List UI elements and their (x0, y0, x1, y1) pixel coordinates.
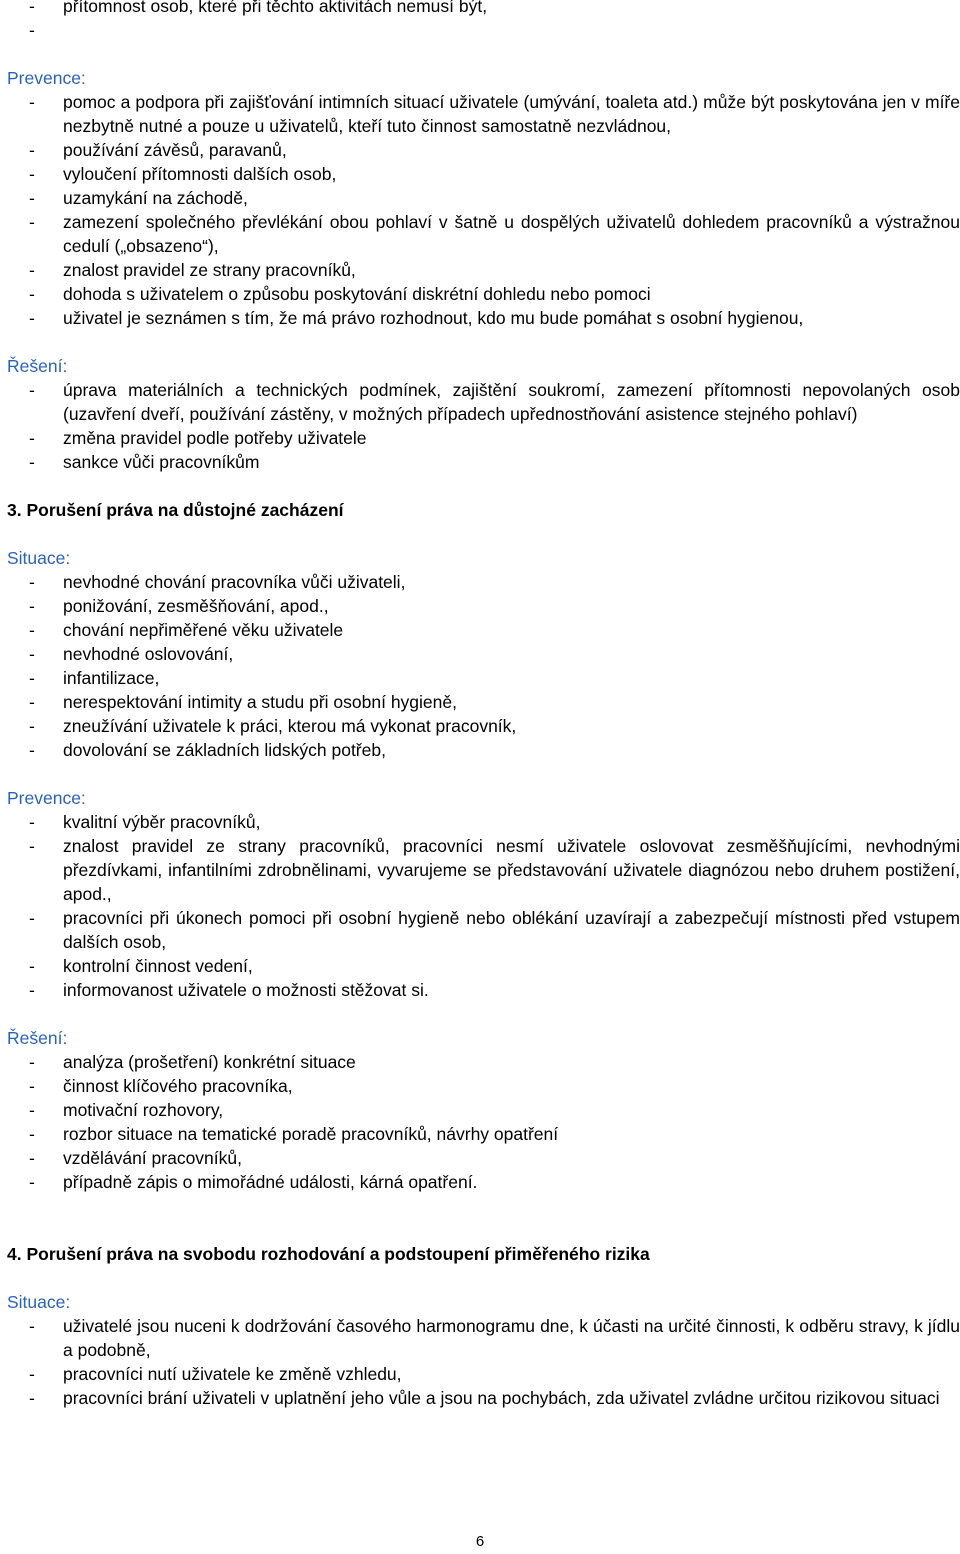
bullet-dash: - (29, 572, 35, 592)
list-item: - kvalitní výběr pracovníků, (7, 810, 960, 834)
bullet-dash: - (29, 164, 35, 184)
document-page (7, 0, 960, 1410)
bullet-dash: - (29, 1148, 35, 1168)
page-number: 6 (475, 1533, 485, 1550)
list-item: - pracovníci nutí uživatele ke změně vzhledu, (7, 1362, 960, 1386)
list-item: - sankce vůči pracovníkům (7, 450, 960, 474)
list-item: - používání závěsů, paravanů, (7, 138, 960, 162)
list-item: - úprava materiálních a technických podmínek, zajištění soukromí, zamezení přítomnosti nepovolaných osob (uzavření dveří, používání zástěny, v možných případech upřednostňování asistence stejného pohlaví) (7, 378, 960, 426)
bullet-dash: - (29, 1172, 35, 1192)
bullet-dash: - (29, 380, 35, 400)
list-item: - uživatelé jsou nuceni k dodržování časového harmonogramu dne, k účasti na určité činnosti, k odběru stravy, k jídlu a podobně, (7, 1314, 960, 1362)
bullet-dash: - (29, 20, 35, 40)
bullet-dash: - (29, 1100, 35, 1120)
prevention-label: Prevence: (7, 68, 86, 88)
list-item: - zneužívání uživatele k práci, kterou má vykonat pracovník, (7, 714, 960, 738)
bullet-dash: - (29, 0, 35, 16)
bullet-dash: - (29, 308, 35, 328)
situation-list (7, 570, 960, 762)
list-item: - motivační rozhovory, (7, 1098, 960, 1122)
list-item: - pracovníci při úkonech pomoci při osobní hygieně nebo oblékání uzavírají a zabezpečují místnosti před vstupem dalších osob, (7, 906, 960, 954)
list-item: - znalost pravidel ze strany pracovníků, (7, 258, 960, 282)
bullet-dash: - (29, 1052, 35, 1072)
bullet-dash: - (29, 284, 35, 304)
situation-label: Situace: (7, 1292, 71, 1312)
solution-list (7, 1050, 960, 1194)
prevention-list (7, 90, 960, 330)
list-item: - znalost pravidel ze strany pracovníků, pracovníci nesmí uživatele oslovovat zesměšňujícími, nevhodnými přezdívkami, infantilními zdrobnělinami, vyvarujeme se představování uživatele diagnózou nebo druhem postižení, apod., (7, 834, 960, 906)
list-item: - nevhodné oslovování, (7, 642, 960, 666)
bullet-dash: - (29, 692, 35, 712)
bullet-dash: - (29, 428, 35, 448)
bullet-dash: - (29, 596, 35, 616)
bullet-dash: - (29, 620, 35, 640)
list-item (7, 18, 960, 42)
prevention-label: Prevence: (7, 788, 86, 808)
section-heading: 3. Porušení práva na důstojné zacházení (7, 500, 344, 520)
bullet-dash: - (29, 812, 35, 832)
bullet-dash: - (29, 452, 35, 472)
list-item: - dovolování se základních lidských potřeb, (7, 738, 960, 762)
list-item: - pomoc a podpora při zajišťování intimních situací uživatele (umývání, toaleta atd.) může být poskytována jen v míře nezbytně nutné a pouze u uživatelů, kteří tuto činnost samostatně nezvládnou, (7, 90, 960, 138)
list-item: - chování nepřiměřené věku uživatele (7, 618, 960, 642)
bullet-dash: - (29, 716, 35, 736)
list-item: - pracovníci brání uživateli v uplatnění jeho vůle a jsou na pochybách, zda uživatel zvládne určitou rizikovou situaci (7, 1386, 960, 1410)
bullet-dash: - (29, 1388, 35, 1408)
list-item: - vzdělávání pracovníků, (7, 1146, 960, 1170)
list-item: - uzamykání na záchodě, (7, 186, 960, 210)
solution-list (7, 378, 960, 474)
list-item: - infantilizace, (7, 666, 960, 690)
list-item: - analýza (prošetření) konkrétní situace (7, 1050, 960, 1074)
list-item: - dohoda s uživatelem o způsobu poskytování diskrétní dohledu nebo pomoci (7, 282, 960, 306)
bullet-dash: - (29, 980, 35, 1000)
list-item: - ponižování, zesměšňování, apod., (7, 594, 960, 618)
bullet-dash: - (29, 956, 35, 976)
list-item: - rozbor situace na tematické poradě pracovníků, návrhy opatření (7, 1122, 960, 1146)
bullet-dash: - (29, 908, 35, 928)
bullet-dash: - (29, 260, 35, 280)
list-item: - kontrolní činnost vedení, (7, 954, 960, 978)
bullet-dash: - (29, 188, 35, 208)
prevention-list (7, 810, 960, 1002)
list-item: - přítomnost osob, které při těchto aktivitách nemusí být, (7, 0, 960, 18)
list-item: - změna pravidel podle potřeby uživatele (7, 426, 960, 450)
list-item: - nerespektování intimity a studu při osobní hygieně, (7, 690, 960, 714)
bullet-dash: - (29, 1124, 35, 1144)
list-item: - uživatel je seznámen s tím, že má právo rozhodnout, kdo mu bude pomáhat s osobní hygienou, (7, 306, 960, 330)
bullet-dash: - (29, 1076, 35, 1096)
list-item: - informovanost uživatele o možnosti stěžovat si. (7, 978, 960, 1002)
bullet-dash: - (29, 668, 35, 688)
situation-list (7, 1314, 960, 1410)
section-heading: 4. Porušení práva na svobodu rozhodování a podstoupení přiměřeného rizika (7, 1244, 650, 1264)
bullet-dash: - (29, 140, 35, 160)
list-item: - vyloučení přítomnosti dalších osob, (7, 162, 960, 186)
bullet-dash: - (29, 644, 35, 664)
intro-list (7, 0, 960, 42)
list-item: - činnost klíčového pracovníka, (7, 1074, 960, 1098)
list-item: - nevhodné chování pracovníka vůči uživateli, (7, 570, 960, 594)
bullet-dash: - (29, 92, 35, 112)
list-item: - zamezení společného převlékání obou pohlaví v šatně u dospělých uživatelů dohledem pracovníků a výstražnou cedulí („obsazeno“), (7, 210, 960, 258)
bullet-dash: - (29, 740, 35, 760)
bullet-dash: - (29, 1316, 35, 1336)
solution-label: Řešení: (7, 1028, 68, 1048)
bullet-dash: - (29, 1364, 35, 1384)
list-item: - případně zápis o mimořádné události, kárná opatření. (7, 1170, 960, 1194)
bullet-dash: - (29, 836, 35, 856)
solution-label: Řešení: (7, 356, 68, 376)
situation-label: Situace: (7, 548, 71, 568)
bullet-dash: - (29, 212, 35, 232)
